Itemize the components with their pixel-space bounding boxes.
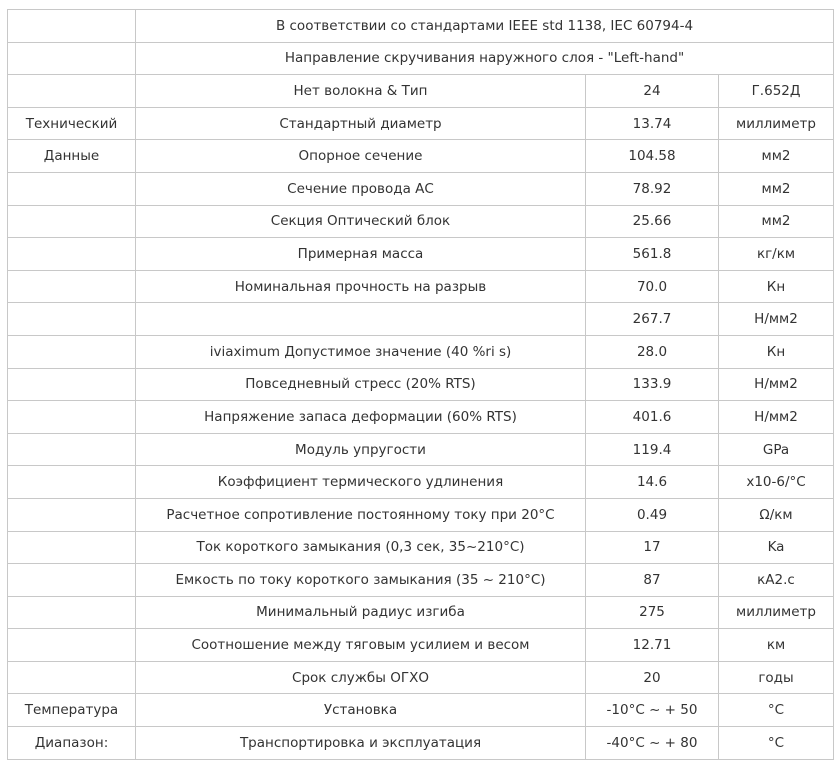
unit-cell: Н/мм2 bbox=[719, 303, 834, 336]
value-cell: 104.58 bbox=[586, 140, 719, 173]
group-label-cell bbox=[8, 270, 136, 303]
param-cell: Нет волокна & Тип bbox=[136, 75, 586, 108]
group-label-cell bbox=[8, 401, 136, 434]
value-cell: 24 bbox=[586, 75, 719, 108]
value-cell: -10°C ~ + 50 bbox=[586, 694, 719, 727]
param-cell: iviaximum Допустимое значение (40 %ri s) bbox=[136, 335, 586, 368]
group-label-tech-1: Технический bbox=[8, 107, 136, 140]
table-row bbox=[8, 531, 834, 564]
unit-cell: мм2 bbox=[719, 140, 834, 173]
unit-cell: Н/мм2 bbox=[719, 368, 834, 401]
value-cell: 401.6 bbox=[586, 401, 719, 434]
param-cell: Соотношение между тяговым усилием и весом bbox=[136, 629, 586, 662]
unit-cell: км bbox=[719, 629, 834, 662]
value-cell: 13.74 bbox=[586, 107, 719, 140]
table-row bbox=[8, 75, 834, 108]
value-cell: 78.92 bbox=[586, 172, 719, 205]
group-label-cell bbox=[8, 335, 136, 368]
group-label-cell bbox=[8, 10, 136, 43]
value-cell: 12.71 bbox=[586, 629, 719, 662]
value-cell: 17 bbox=[586, 531, 719, 564]
table-row bbox=[8, 661, 834, 694]
group-label-cell bbox=[8, 368, 136, 401]
value-cell: 14.6 bbox=[586, 466, 719, 499]
unit-cell: °C bbox=[719, 694, 834, 727]
table-row bbox=[8, 401, 834, 434]
table-row bbox=[8, 42, 834, 75]
table-row bbox=[8, 335, 834, 368]
twist-direction-cell: Направление скручивания наружного слоя - "Left-hand" bbox=[136, 42, 834, 75]
value-cell: 28.0 bbox=[586, 335, 719, 368]
value-cell: 70.0 bbox=[586, 270, 719, 303]
param-cell: Емкость по току короткого замыкания (35 ~ 210°C) bbox=[136, 564, 586, 597]
group-label-tech-2: Данные bbox=[8, 140, 136, 173]
param-cell: Напряжение запаса деформации (60% RTS) bbox=[136, 401, 586, 434]
table-row bbox=[8, 694, 834, 727]
value-cell: 87 bbox=[586, 564, 719, 597]
unit-cell: миллиметр bbox=[719, 107, 834, 140]
group-label-cell bbox=[8, 42, 136, 75]
table-row bbox=[8, 727, 834, 760]
param-cell: Примерная масса bbox=[136, 238, 586, 271]
group-label-cell bbox=[8, 661, 136, 694]
unit-cell: кA2.c bbox=[719, 564, 834, 597]
unit-cell: x10-6/°C bbox=[719, 466, 834, 499]
table-row bbox=[8, 270, 834, 303]
group-label-cell bbox=[8, 303, 136, 336]
group-label-cell bbox=[8, 629, 136, 662]
group-label-cell bbox=[8, 433, 136, 466]
group-label-cell bbox=[8, 172, 136, 205]
value-cell: 275 bbox=[586, 596, 719, 629]
value-cell: 0.49 bbox=[586, 498, 719, 531]
unit-cell: GPa bbox=[719, 433, 834, 466]
value-cell: 133.9 bbox=[586, 368, 719, 401]
param-cell: Повседневный стресс (20% RTS) bbox=[136, 368, 586, 401]
unit-cell: Г.652Д bbox=[719, 75, 834, 108]
value-cell: 20 bbox=[586, 661, 719, 694]
table-row bbox=[8, 10, 834, 43]
unit-cell: мм2 bbox=[719, 205, 834, 238]
value-cell: -40°C ~ + 80 bbox=[586, 727, 719, 760]
param-cell: Секция Оптический блок bbox=[136, 205, 586, 238]
table-row bbox=[8, 629, 834, 662]
unit-cell: миллиметр bbox=[719, 596, 834, 629]
group-label-cell bbox=[8, 466, 136, 499]
unit-cell: Н/мм2 bbox=[719, 401, 834, 434]
group-label-cell bbox=[8, 238, 136, 271]
param-cell: Сечение провода АС bbox=[136, 172, 586, 205]
table-row bbox=[8, 564, 834, 597]
value-cell: 25.66 bbox=[586, 205, 719, 238]
param-cell: Срок службы ОГХО bbox=[136, 661, 586, 694]
table-row bbox=[8, 238, 834, 271]
table-row bbox=[8, 596, 834, 629]
unit-cell: годы bbox=[719, 661, 834, 694]
unit-cell: Ka bbox=[719, 531, 834, 564]
param-cell: Ток короткого замыкания (0,3 сек, 35~210°C) bbox=[136, 531, 586, 564]
group-label-cell bbox=[8, 205, 136, 238]
value-cell: 119.4 bbox=[586, 433, 719, 466]
table-row bbox=[8, 107, 834, 140]
param-cell bbox=[136, 303, 586, 336]
group-label-cell bbox=[8, 75, 136, 108]
table-row bbox=[8, 140, 834, 173]
param-cell: Модуль упругости bbox=[136, 433, 586, 466]
group-label-cell bbox=[8, 596, 136, 629]
table-row bbox=[8, 205, 834, 238]
group-label-cell bbox=[8, 564, 136, 597]
param-cell: Минимальный радиус изгиба bbox=[136, 596, 586, 629]
group-label-cell bbox=[8, 498, 136, 531]
spec-table bbox=[7, 9, 834, 760]
unit-cell: кг/км bbox=[719, 238, 834, 271]
param-cell: Номинальная прочность на разрыв bbox=[136, 270, 586, 303]
group-label-temp-2: Диапазон: bbox=[8, 727, 136, 760]
table-row bbox=[8, 172, 834, 205]
table-row bbox=[8, 433, 834, 466]
standards-cell: В соответствии со стандартами IEEE std 1138, IEC 60794-4 bbox=[136, 10, 834, 43]
value-cell: 561.8 bbox=[586, 238, 719, 271]
param-cell: Установка bbox=[136, 694, 586, 727]
param-cell: Стандартный диаметр bbox=[136, 107, 586, 140]
table-row bbox=[8, 368, 834, 401]
param-cell: Коэффициент термического удлинения bbox=[136, 466, 586, 499]
unit-cell: Кн bbox=[719, 270, 834, 303]
table-row bbox=[8, 303, 834, 336]
group-label-temp-1: Температура bbox=[8, 694, 136, 727]
param-cell: Расчетное сопротивление постоянному току при 20°C bbox=[136, 498, 586, 531]
param-cell: Опорное сечение bbox=[136, 140, 586, 173]
unit-cell: мм2 bbox=[719, 172, 834, 205]
unit-cell: Кн bbox=[719, 335, 834, 368]
group-label-cell bbox=[8, 531, 136, 564]
unit-cell: Ω/км bbox=[719, 498, 834, 531]
param-cell: Транспортировка и эксплуатация bbox=[136, 727, 586, 760]
value-cell: 267.7 bbox=[586, 303, 719, 336]
unit-cell: °C bbox=[719, 727, 834, 760]
table-row bbox=[8, 498, 834, 531]
table-row bbox=[8, 466, 834, 499]
